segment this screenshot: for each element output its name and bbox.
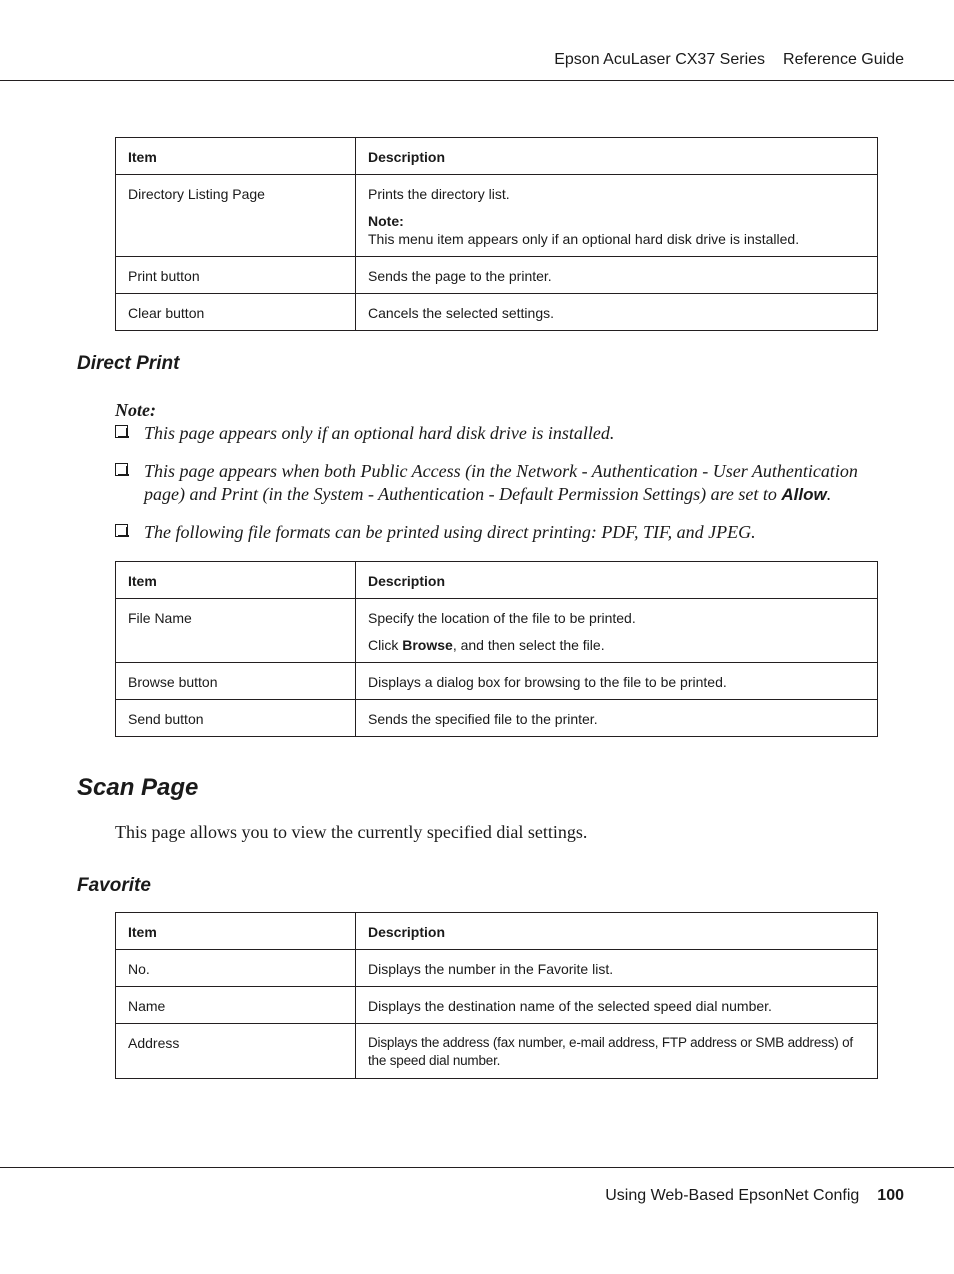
- note-label: Note:: [115, 400, 156, 420]
- description-cell: Displays the destination name of the selected speed dial number.: [356, 987, 878, 1024]
- table-row: [116, 294, 878, 331]
- item-cell: Print button: [116, 257, 356, 294]
- header-product: Epson AcuLaser CX37 Series: [554, 51, 766, 68]
- favorite-heading: Favorite: [77, 875, 151, 896]
- footer-rule: [0, 1167, 954, 1168]
- browse-keyword: Browse: [402, 637, 453, 653]
- table-row: [116, 257, 878, 294]
- running-header: [554, 51, 904, 69]
- direct-print-note: [115, 400, 885, 544]
- item-cell: Address: [116, 1024, 356, 1079]
- table-row: [116, 1024, 878, 1079]
- description-cell: Displays the number in the Favorite list.: [356, 950, 878, 987]
- item-cell: File Name: [116, 599, 356, 663]
- description-text: Click Browse, and then select the file.: [368, 637, 605, 653]
- description-cell: Cancels the selected settings.: [356, 294, 878, 331]
- running-footer: [605, 1187, 904, 1205]
- header-rule: [0, 80, 954, 81]
- table-header-row: [116, 562, 878, 599]
- column-header-description: Description: [356, 562, 878, 599]
- note-text: This menu item appears only if an optional hard disk drive is installed.: [368, 231, 800, 247]
- description-cell: Sends the specified file to the printer.: [356, 700, 878, 737]
- description-cell: [356, 599, 878, 663]
- scan-page-intro: This page allows you to view the currently specified dial settings.: [115, 822, 588, 842]
- table-row: [116, 700, 878, 737]
- checkbox-bullet-icon: [115, 463, 129, 477]
- column-header-item: Item: [116, 913, 356, 950]
- table-row: [116, 950, 878, 987]
- table-header-row: [116, 913, 878, 950]
- description-cell: [356, 175, 878, 257]
- description-cell: Sends the page to the printer.: [356, 257, 878, 294]
- column-header-description: Description: [356, 913, 878, 950]
- item-cell: Browse button: [116, 663, 356, 700]
- favorite-table: [115, 912, 878, 1079]
- settings-table-1: [115, 137, 878, 331]
- page-number: 100: [877, 1187, 904, 1204]
- column-header-description: Description: [356, 138, 878, 175]
- scan-page-heading: Scan Page: [77, 774, 199, 801]
- checkbox-bullet-icon: [115, 425, 129, 439]
- description-cell: Displays a dialog box for browsing to the file to be printed.: [356, 663, 878, 700]
- table-row: [116, 175, 878, 257]
- note-list-item: This page appears when both Public Access (in the Network - Authentication - User Authentication page) and Print (in the System - Authentication - Default Permission Settings) are set to Allow.: [115, 460, 885, 506]
- note-list-item: This page appears only if an optional hard disk drive is installed.: [115, 422, 885, 445]
- table-row: [116, 599, 878, 663]
- footer-section: Using Web-Based EpsonNet Config: [605, 1187, 860, 1204]
- column-header-item: Item: [116, 138, 356, 175]
- item-cell: Clear button: [116, 294, 356, 331]
- description-text: Specify the location of the file to be printed.: [368, 610, 636, 626]
- table-row: [116, 987, 878, 1024]
- table-row: [116, 663, 878, 700]
- item-cell: Directory Listing Page: [116, 175, 356, 257]
- allow-keyword: Allow: [781, 485, 827, 504]
- checkbox-bullet-icon: [115, 524, 129, 538]
- description-text: Prints the directory list.: [368, 186, 510, 202]
- note-label: Note:: [368, 213, 404, 229]
- item-cell: Send button: [116, 700, 356, 737]
- item-cell: No.: [116, 950, 356, 987]
- item-cell: Name: [116, 987, 356, 1024]
- direct-print-table: [115, 561, 878, 737]
- direct-print-heading: Direct Print: [77, 353, 180, 374]
- header-guide: Reference Guide: [783, 51, 904, 68]
- description-cell: Displays the address (fax number, e-mail address, FTP address or SMB address) of the speed dial number.: [356, 1024, 878, 1079]
- table-header-row: [116, 138, 878, 175]
- column-header-item: Item: [116, 562, 356, 599]
- note-list-item: The following file formats can be printed using direct printing: PDF, TIF, and JPEG.: [115, 521, 885, 544]
